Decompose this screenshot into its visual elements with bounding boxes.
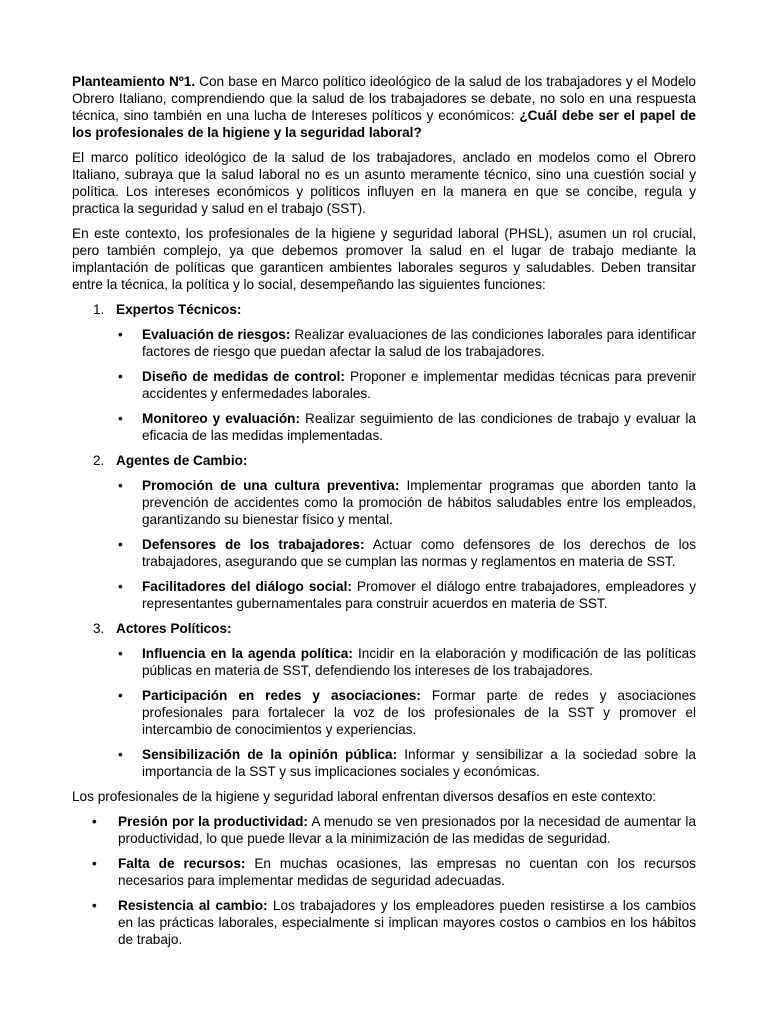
- bullet-icon: •: [118, 327, 123, 342]
- list-item: [72, 368, 696, 402]
- item-term: Evaluación de riesgos:: [142, 327, 291, 342]
- challenges-list: [72, 813, 696, 948]
- list-item: [72, 855, 696, 889]
- paragraph-1: El marco político ideológico de la salud de los trabajadores, anclado en modelos como el Obrero Italiano, subraya que la salud laboral no es un asunto meramente técnico, sino una cuestión social y política. Los intereses económicos y políticos influyen en la manera en que se concibe, regula y practica la seguridad y salud en el trabajo (SST).: [72, 150, 696, 216]
- list-item: [72, 578, 696, 612]
- bullet-icon: •: [118, 747, 123, 762]
- list-item: [72, 326, 696, 360]
- role-number: 1.: [93, 302, 105, 317]
- bullet-icon: •: [118, 537, 123, 552]
- role-3-list: [72, 645, 696, 780]
- role-title: Agentes de Cambio:: [116, 453, 248, 468]
- list-item: [72, 645, 696, 679]
- list-item: [72, 536, 696, 570]
- challenges-intro: Los profesionales de la higiene y seguridad laboral enfrentan diversos desafíos en este contexto:: [72, 789, 657, 804]
- item-text: Informar y sensibilizar a la sociedad sobre la importancia de la SST y sus implicaciones sociales y económicas.: [142, 747, 696, 779]
- role-title: Expertos Técnicos:: [116, 302, 242, 317]
- item-text: Realizar seguimiento de las condiciones de trabajo y evaluar la eficacia de las medidas implementadas.: [142, 411, 696, 443]
- item-text: Incidir en la elaboración y modificación de las políticas públicas en materia de SST, defendiendo los intereses de los trabajadores.: [142, 646, 696, 678]
- item-term: Diseño de medidas de control:: [142, 369, 345, 384]
- bullet-icon: •: [92, 898, 97, 913]
- item-text: En muchas ocasiones, las empresas no cuentan con los recursos necesarios para implementar medidas de seguridad adecuadas.: [118, 856, 696, 888]
- item-text: Realizar evaluaciones de las condiciones laborales para identificar factores de riesgo que puedan afectar la salud de los trabajadores.: [142, 327, 696, 359]
- bullet-icon: •: [118, 369, 123, 384]
- role-heading-2: [72, 452, 696, 469]
- list-item: [72, 477, 696, 528]
- list-item: [72, 813, 696, 847]
- item-term: Sensibilización de la opinión pública:: [142, 747, 398, 762]
- item-text: Los trabajadores y los empleadores pueden resistirse a los cambios en las prácticas laborales, especialmente si implican mayores costos o cambios en los hábitos de trabajo.: [118, 898, 696, 947]
- bullet-icon: •: [118, 411, 123, 426]
- item-term: Resistencia al cambio:: [118, 898, 268, 913]
- list-item: [72, 687, 696, 738]
- bullet-icon: •: [92, 814, 97, 829]
- item-term: Defensores de los trabajadores:: [142, 537, 365, 552]
- role-2-list: [72, 477, 696, 612]
- item-term: Participación en redes y asociaciones:: [142, 688, 421, 703]
- item-text: Proponer e implementar medidas técnicas para prevenir accidentes y enfermedades laborales.: [142, 369, 697, 401]
- list-item: [72, 410, 696, 444]
- role-1-list: [72, 326, 696, 444]
- paragraph-2: En este contexto, los profesionales de la higiene y seguridad laboral (PHSL), asumen un rol crucial, pero también complejo, ya que debemos promover la salud en el lugar de trabajo mediante la implantación de políticas que garanticen ambientes laborales seguros y saludables. Deben transitar entre la técnica, la política y lo social, desempeñando las siguientes funciones:: [72, 226, 696, 292]
- bullet-icon: •: [118, 579, 123, 594]
- list-item: [72, 746, 696, 780]
- item-term: Promoción de una cultura preventiva:: [142, 478, 400, 493]
- bullet-icon: •: [118, 688, 123, 703]
- bullet-icon: •: [118, 478, 123, 493]
- item-text: A menudo se ven presionados por la necesidad de aumentar la productividad, lo que puede llevar a la minimización de las medidas de seguridad.: [118, 814, 697, 846]
- intro-label: Planteamiento Nº1.: [72, 74, 196, 89]
- intro-question: ¿Cuál debe ser el papel de los profesionales de la higiene y la seguridad laboral?: [72, 108, 696, 140]
- item-term: Facilitadores del diálogo social:: [142, 579, 352, 594]
- list-item: [72, 897, 696, 948]
- item-term: Presión por la productividad:: [118, 814, 308, 829]
- role-heading-3: [72, 620, 696, 637]
- item-term: Influencia en la agenda política:: [142, 646, 353, 661]
- role-title: Actores Políticos:: [116, 621, 232, 636]
- role-number: 3.: [93, 621, 105, 636]
- item-text: Implementar programas que aborden tanto la prevención de accidentes como la promoción de hábitos saludables entre los empleados, garantizando su bienestar físico y mental.: [142, 478, 696, 527]
- role-number: 2.: [93, 453, 105, 468]
- bullet-icon: •: [92, 856, 97, 871]
- bullet-icon: •: [118, 646, 123, 661]
- item-text: Promover el diálogo entre trabajadores, empleadores y representantes gubernamentales para construir acuerdos en materia de SST.: [142, 579, 696, 611]
- item-term: Falta de recursos:: [118, 856, 246, 871]
- item-term: Monitoreo y evaluación:: [142, 411, 301, 426]
- intro-text: Con base en Marco político ideológico de la salud de los trabajadores y el Modelo Obrero Italiano, comprendiendo que la salud de los trabajadores se debate, no solo en una respuesta técnica, sino también en una lucha de Intereses políticos y económicos:: [72, 74, 696, 123]
- intro-paragraph: [72, 73, 696, 141]
- role-heading-1: [72, 301, 696, 318]
- item-text: Formar parte de redes y asociaciones profesionales para fortalecer la voz de los profesionales de la SST y promover el intercambio de conocimientos y experiencias.: [142, 688, 696, 737]
- item-text: Actuar como defensores de los derechos de los trabajadores, asegurando que se cumplan las normas y reglamentos en materia de SST.: [142, 537, 696, 569]
